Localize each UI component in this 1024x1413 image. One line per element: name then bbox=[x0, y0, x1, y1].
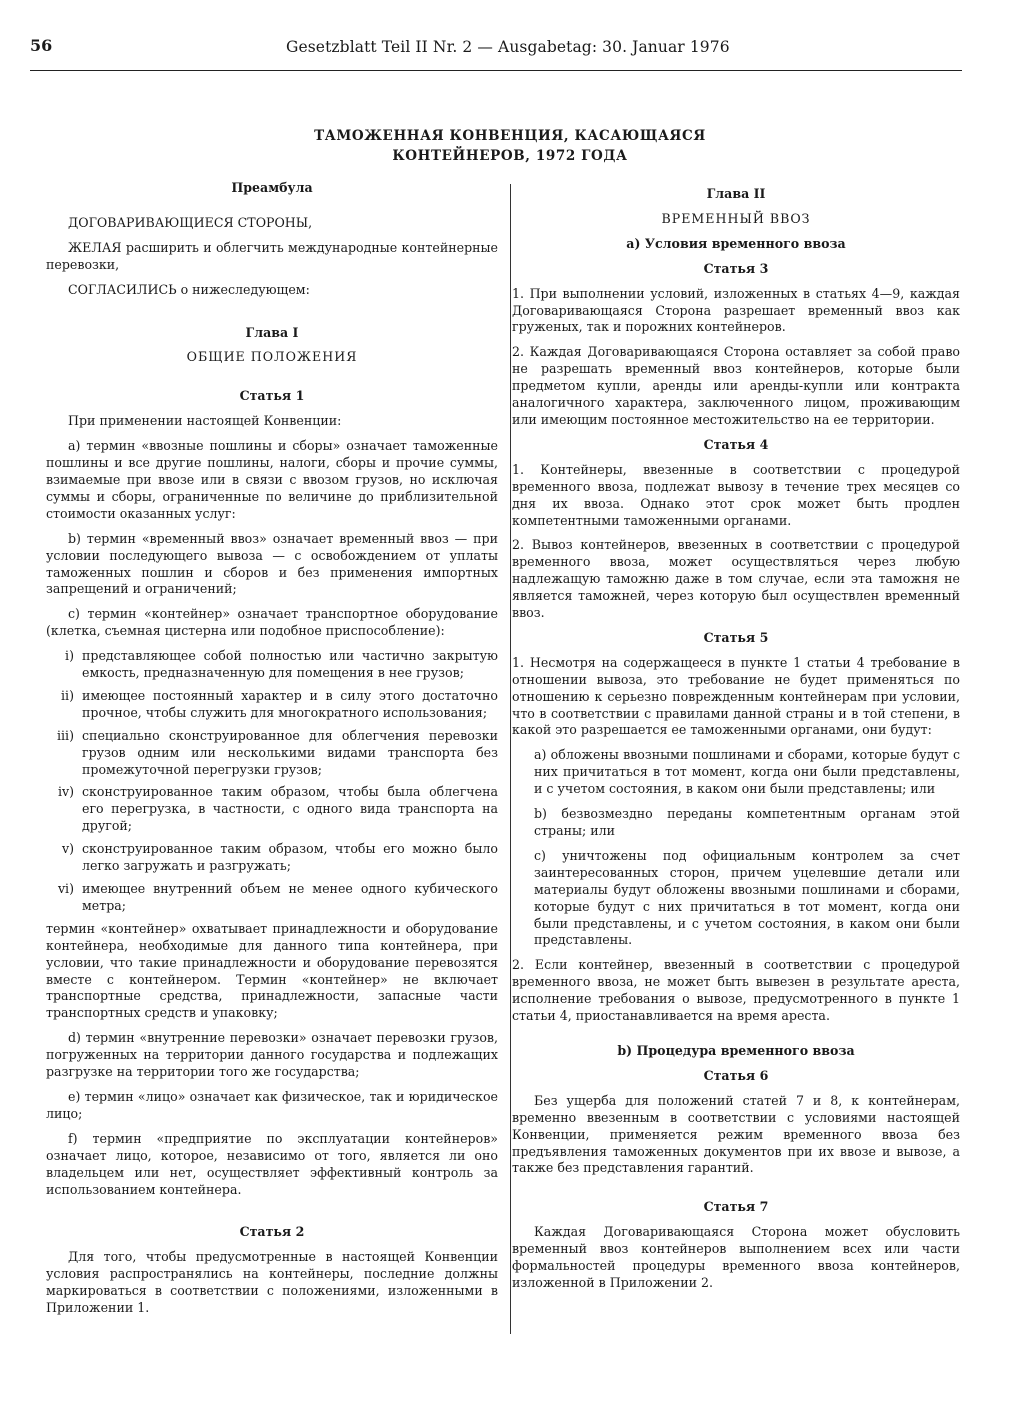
article3-p2: 2. Каждая Договаривающаяся Сторона оставляет за собой право не разрешать временный ввоз контейнеров, которые были предметом купли, аренды или аренды-купли или контракта аналогичного характера, заключенного лицом, проживающим или имеющим постоянное местожительство на ее территории. bbox=[512, 344, 960, 427]
section-a-heading: a) Условия временного ввоза bbox=[626, 235, 846, 251]
list-item: iv) сконструированное таким образом, чтобы была облегчена его перегрузка, в частности, с одного вида транспорта на другой; bbox=[57, 784, 498, 834]
article4-p2: 2. Вывоз контейнеров, ввезенных в соответствии с процедурой временного ввоза, может осуществляться через любую надлежащую таможню даже в том случае, если эта таможня не является таможней, через которую был осуществлен временный ввоз. bbox=[512, 537, 960, 621]
article1-f: f) термин «предприятие по эксплуатации контейнеров» означает лицо, которое, независимо от того, является ли оно владельцем или нет, осуществляет эффективный контроль за использованием контейнера. bbox=[46, 1130, 498, 1197]
list-item: i) представляющее собой полностью или частично закрытую емкость, предназначенную для помещения в нее грузов; bbox=[65, 648, 498, 681]
preamble-heading: Преамбула bbox=[231, 180, 313, 195]
article5-p2: 2. Если контейнер, ввезенный в соответствии с процедурой временного ввоза, не может быть вывезен в результате ареста, исполнение требования о вывозе, предусмотренного в пункте 1 статьи 4, приостанавливается на время ареста. bbox=[512, 957, 960, 1024]
article1-e: e) термин «лицо» означает как физическое, так и юридическое лицо; bbox=[46, 1088, 498, 1121]
left-column bbox=[46, 180, 498, 1325]
article1-c-list bbox=[46, 648, 498, 915]
list-item: vi) имеющее внутренний объем не менее одного кубического метра; bbox=[57, 881, 498, 913]
article1-c: c) термин «контейнер» означает транспортное оборудование (клетка, съемная цистерна или подобное приспособление): bbox=[46, 606, 498, 639]
chapter1-title: ОБЩИЕ ПОЛОЖЕНИЯ bbox=[186, 349, 358, 365]
article6-text: Без ущерба для положений статей 7 и 8, к контейнерам, временно ввезенным в соответствии с условиями настоящей Конвенции, применяется режим временного ввоза без предъявления таможенных документов при их ввозе и вывозе, а также без представления гарантий. bbox=[512, 1092, 960, 1176]
chapter1-label: Глава I bbox=[245, 324, 299, 340]
preamble-desiring: ЖЕЛАЯ расширить и облегчить международные контейнерные перевозки, bbox=[46, 239, 498, 272]
article5-b: b) безвозмездно переданы компетентным органам этой страны; или bbox=[534, 806, 960, 838]
article1-heading: Статья 1 bbox=[239, 388, 305, 404]
article7-text: Каждая Договаривающаяся Сторона может обусловить временный ввоз контейнеров выполнением всех или части формальностей процедуры временного ввоза контейнеров, изложенной в Приложении 2. bbox=[512, 1224, 960, 1290]
article4-heading: Статья 4 bbox=[703, 436, 769, 452]
right-column bbox=[512, 186, 960, 1300]
preamble-agreed: СОГЛАСИЛИСЬ о нижеследующем: bbox=[68, 281, 310, 297]
running-title: Gesetzblatt Teil II Nr. 2 — Ausgabetag: 30. Januar 1976 bbox=[286, 38, 730, 56]
article1-a: a) термин «ввозные пошлины и сборы» означает таможенные пошлины и все другие пошлины, налоги, сборы и прочие суммы, взимаемые при ввозе или в связи с ввозом грузов, но исключая суммы и сборы, ограниченные по величине до приблизительной стоимости оказанных услуг: bbox=[46, 438, 498, 521]
article1-b: b) термин «временный ввоз» означает временный ввоз — при условии последующего вывоза — с освобождением от уплаты таможенных пошлин и сборов и без применения импортных запрещений и ограничений; bbox=[46, 530, 498, 597]
document-title-line1: ТАМОЖЕННАЯ КОНВЕНЦИЯ, КАСАЮЩАЯСЯ bbox=[314, 128, 706, 144]
article1-intro: При применении настоящей Конвенции: bbox=[68, 413, 342, 429]
document-title bbox=[230, 126, 790, 166]
article3-p1: 1. При выполнении условий, изложенных в статьях 4—9, каждая Договаривающаяся Сторона разрешает временный ввоз как груженых, так и порожних контейнеров. bbox=[512, 285, 960, 335]
article1-c-tail: термин «контейнер» охватывает принадлежности и оборудование контейнера, необходимые для данного типа контейнера, при условии, что такие принадлежности и оборудование перевозятся вместе с контейнером. Термин «контейнер» не включает транспортные средства, принадлежности, запасные части транспортных средств и упаковку; bbox=[46, 920, 498, 1021]
article7-heading: Статья 7 bbox=[703, 1199, 769, 1215]
article2-text: Для того, чтобы предусмотренные в настоящей Конвенции условия распространялись на контейнеры, последние должны маркироваться в соответствии с положениями, изложенными в Приложении 1. bbox=[46, 1249, 498, 1316]
article5-c: c) уничтожены под официальным контролем за счет заинтересованных сторон, причем уцелевшие детали или материалы будут обложены ввозными пошлинами и сборами, которые будут с них причитаться в тот момент, когда они были представлены, и с учетом состояния, в каком они были представлены. bbox=[534, 847, 960, 948]
article1-d: d) термин «внутренние перевозки» означает перевозки грузов, погруженных на территории данного государства и подлежащих разгрузке на территории того же государства; bbox=[46, 1030, 498, 1080]
article5-p1: 1. Несмотря на содержащееся в пункте 1 статьи 4 требование в отношении вывоза, это требование не будет применяться по отношению к серьезно поврежденным контейнерам при условии, что в соответствии с правилами данной страны и в той степени, в какой это разрешается ее таможенными органами, они будут: bbox=[512, 654, 960, 738]
article6-heading: Статья 6 bbox=[703, 1067, 769, 1083]
article4-p1: 1. Контейнеры, ввезенные в соответствии с процедурой временного ввоза, подлежат вывозу в течение трех месяцев со дня их ввоза. Однако этот срок может быть продлен компетентными таможенными органами. bbox=[512, 461, 960, 528]
preamble-parties: ДОГОВАРИВАЮЩИЕСЯ СТОРОНЫ, bbox=[68, 214, 313, 230]
article3-heading: Статья 3 bbox=[703, 260, 769, 276]
article5-a: a) обложены ввозными пошлинами и сборами, которые будут с них причитаться в тот момент, когда они были представлены, и с учетом состояния, в каком они были представлены; или bbox=[534, 747, 960, 797]
article2-heading: Статья 2 bbox=[239, 1224, 305, 1240]
document-title-line2: КОНТЕЙНЕРОВ, 1972 ГОДА bbox=[392, 148, 628, 164]
list-item: v) сконструированное таким образом, чтобы его можно было легко загружать и разгружать; bbox=[61, 841, 498, 874]
article5-heading: Статья 5 bbox=[703, 629, 769, 645]
chapter2-title: ВРЕМЕННЫЙ ВВОЗ bbox=[661, 210, 811, 226]
list-item: iii) специально сконструированное для облегчения перевозки грузов одним или несколькими видами транспорта без промежуточной перегрузки грузов; bbox=[57, 727, 498, 777]
page-number: 56 bbox=[30, 36, 53, 55]
column-divider bbox=[510, 184, 511, 1334]
section-b-heading: b) Процедура временного ввоза bbox=[617, 1042, 855, 1058]
chapter2-label: Глава II bbox=[706, 186, 766, 201]
list-item: ii) имеющее постоянный характер и в силу этого достаточно прочное, чтобы служить для многократного использования; bbox=[61, 687, 498, 720]
page-header bbox=[30, 36, 962, 71]
